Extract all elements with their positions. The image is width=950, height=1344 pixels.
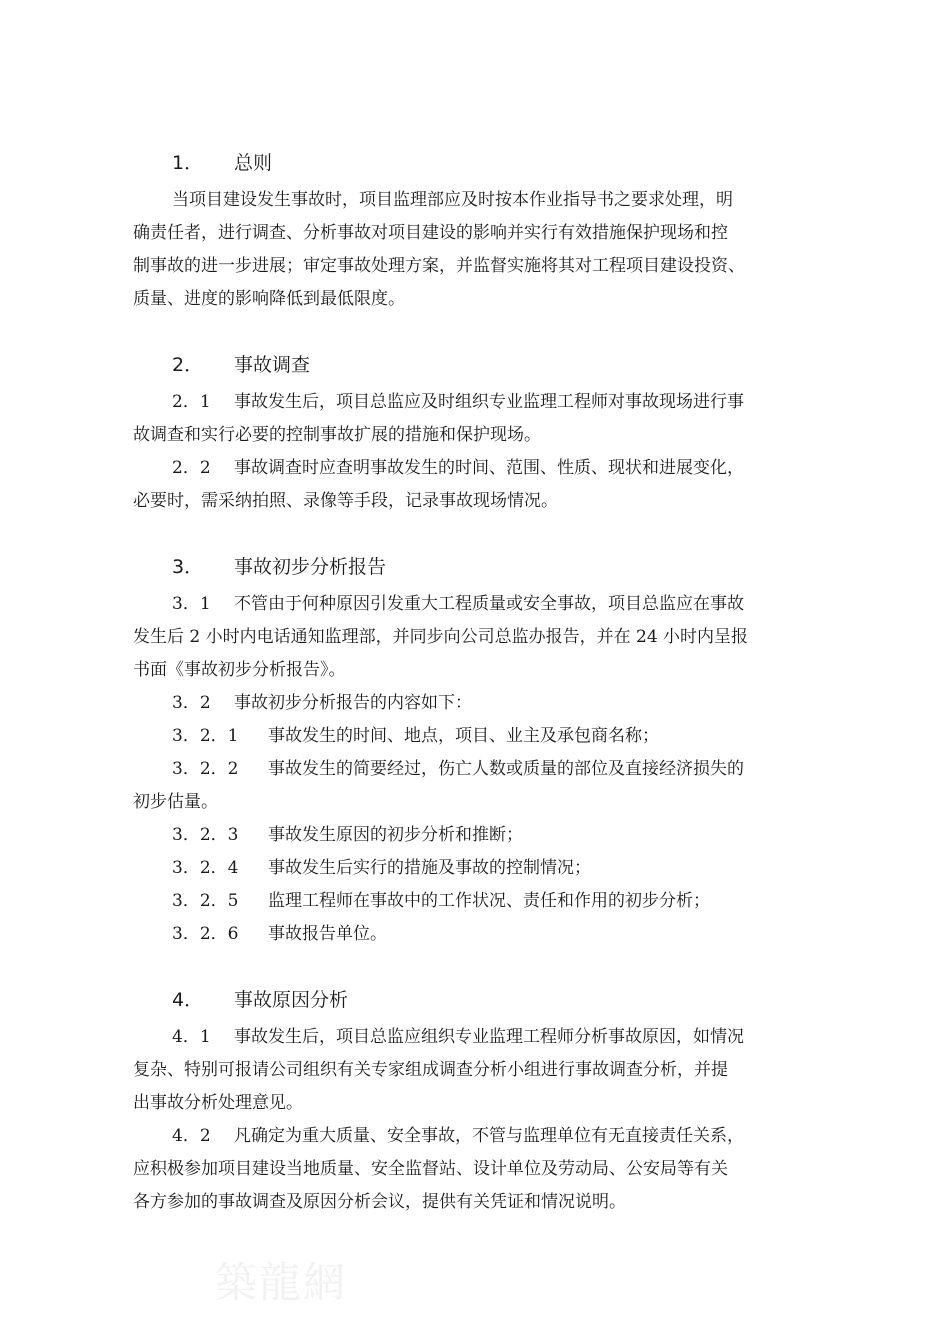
item-text: 各方参加的事故调查及原因分析会议，提供有关凭证和情况说明。: [133, 1192, 626, 1212]
item-text: 必要时，需采纳拍照、录像等手段，记录事故现场情况。: [133, 491, 558, 511]
paragraph-text: 制事故的进一步进展；审定事故处理方案，并监督实施将其对工程项目建设投资、: [133, 256, 745, 276]
paragraph-text: 当项目建设发生事故时，项目监理部应及时按本作业指导书之要求处理，明: [172, 190, 733, 210]
section-number: 4．: [172, 989, 204, 1011]
item-text: 故调查和实行必要的控制事故扩展的措施和保护现场。: [133, 425, 541, 445]
section-title: 总则: [234, 152, 273, 174]
item-text: 事故初步分析报告的内容如下：: [234, 693, 472, 713]
item-number: 3．2．4: [172, 858, 239, 878]
section-title: 事故调查: [234, 354, 311, 376]
item-text: 初步估量。: [133, 792, 218, 812]
item-text: 出事故分析处理意见。: [133, 1093, 303, 1113]
item-number: 3．2．3: [172, 825, 239, 845]
section-title: 事故原因分析: [234, 989, 349, 1011]
item-text: 事故调查时应查明事故发生的时间、范围、性质、现状和进展变化，: [234, 458, 744, 478]
item-text: 事故发生的时间、地点，项目、业主及承包商名称；: [268, 726, 659, 746]
section-number: 3．: [172, 556, 204, 578]
section-number: 2．: [172, 354, 204, 376]
item-text: 凡确定为重大质量、安全事故，不管与监理单位有无直接责任关系，: [234, 1126, 744, 1146]
item-text: 书面《事故初步分析报告》。: [133, 660, 346, 680]
item-text: 应积极参加项目建设当地质量、安全监督站、设计单位及劳动局、公安局等有关: [133, 1159, 728, 1179]
item-number: 4．2: [172, 1126, 211, 1146]
item-number: 3．2．2: [172, 759, 239, 779]
item-text: 复杂、特别可报请公司组织有关专家组成调查分析小组进行事故调查分析，并提: [133, 1060, 728, 1080]
section-title: 事故初步分析报告: [234, 556, 387, 578]
item-number: 3．2．5: [172, 891, 239, 911]
watermark: 築龍網: [215, 1258, 348, 1307]
item-number: 4．1: [172, 1027, 211, 1047]
item-text: 发生后 2 小时内电话通知监理部，并同步向公司总监办报告，并在 24 小时内呈报: [133, 627, 749, 647]
item-text: 不管由于何种原因引发重大工程质量或安全事故，项目总监应在事故: [234, 594, 744, 614]
item-number: 2．1: [172, 392, 211, 412]
item-text: 事故发生后实行的措施及事故的控制情况；: [268, 858, 591, 878]
item-number: 2．2: [172, 458, 211, 478]
item-text: 事故发生后，项目总监应及时组织专业监理工程师对事故现场进行事: [234, 392, 744, 412]
paragraph-text: 质量、进度的影响降低到最低限度。: [133, 289, 405, 309]
item-number: 3．2: [172, 693, 211, 713]
item-text: 事故发生原因的初步分析和推断；: [268, 825, 523, 845]
item-number: 3．2．6: [172, 924, 239, 944]
item-text: 事故报告单位。: [268, 924, 387, 944]
item-text: 监理工程师在事故中的工作状况、责任和作用的初步分析；: [268, 891, 710, 911]
item-text: 事故发生的简要经过，伤亡人数或质量的部位及直接经济损失的: [268, 759, 744, 779]
section-number: 1．: [172, 152, 204, 174]
paragraph-text: 确责任者，进行调查、分析事故对项目建设的影响并实行有效措施保护现场和控: [133, 223, 728, 243]
item-number: 3．2．1: [172, 726, 239, 746]
item-text: 事故发生后，项目总监应组织专业监理工程师分析事故原因，如情况: [234, 1027, 744, 1047]
item-number: 3．1: [172, 594, 211, 614]
